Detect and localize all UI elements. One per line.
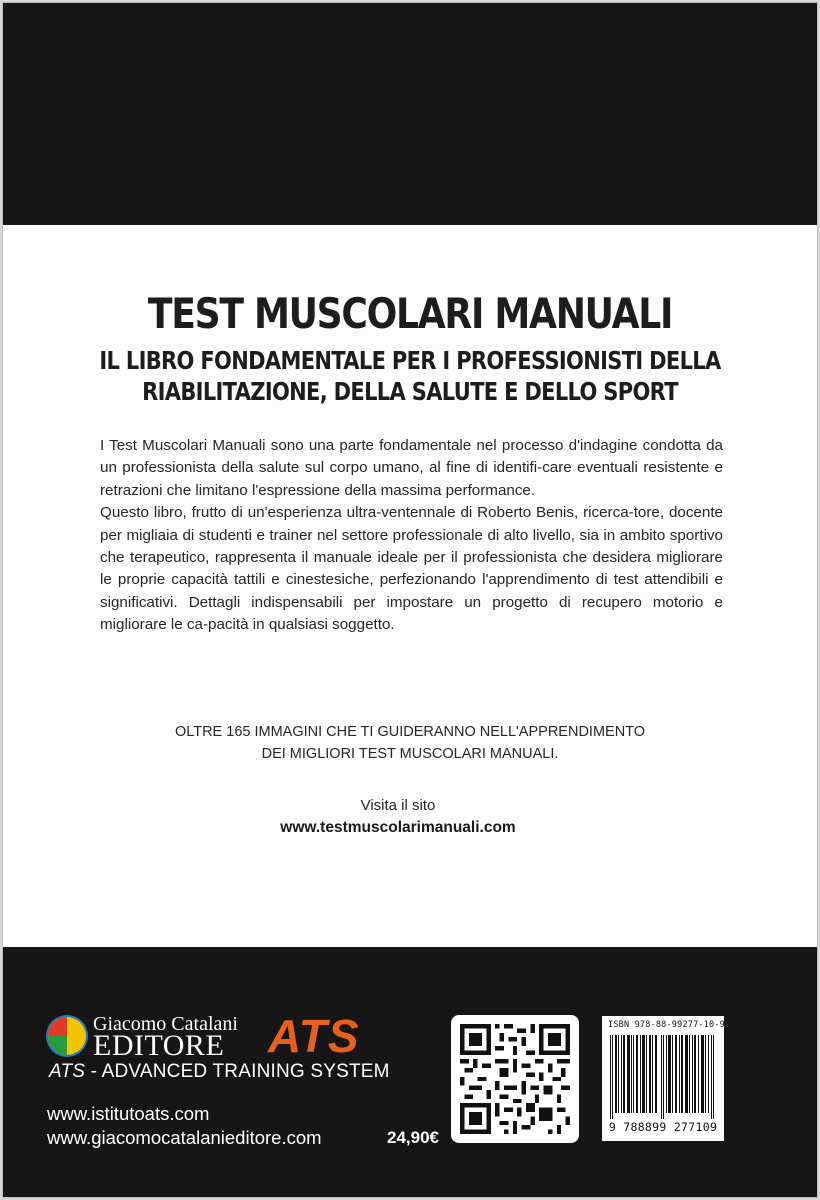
callout-line: DEI MIGLIORI TEST MUSCOLARI MANUALI. [261, 746, 559, 762]
price-label: 24,90€ [387, 1128, 439, 1147]
barcode-icon [610, 1035, 716, 1119]
ats-tagline [49, 1061, 390, 1083]
book-back-cover [3, 3, 817, 1197]
site-url-link[interactable]: www.testmuscolarimanuali.com [280, 819, 516, 836]
website-publisher-link[interactable]: www.giacomocatalanieditore.com [47, 1127, 322, 1148]
ats-abbr: ATS [49, 1061, 86, 1082]
ats-full-name: - ADVANCED TRAINING SYSTEM [85, 1061, 390, 1082]
subtitle-line: IL LIBRO FONDAMENTALE PER I PROFESSIONISTI DELLA [99, 346, 721, 375]
top-dark-band [3, 3, 817, 225]
qr-code [451, 1015, 579, 1143]
website-ats-link[interactable]: www.istitutoats.com [47, 1103, 210, 1124]
visit-label: Visita il sito [360, 797, 436, 814]
barcode-digits: 9 788899 277109 [608, 1120, 718, 1134]
images-callout [3, 721, 817, 765]
description-paragraph: I Test Muscolari Manuali sono una parte fondamentale nel processo d'indagine condotta da un professionista della salute sul corpo umano, al fine di identifi-care eventuali resistente e retrazioni che limitano l'espressione della massima performance. [100, 437, 723, 499]
publisher-editore: EDITORE [93, 1029, 225, 1062]
book-subtitle [68, 345, 752, 407]
qr-code-icon [460, 1024, 570, 1134]
catalani-logo-icon [45, 1014, 89, 1058]
book-title: TEST MUSCOLARI MANUALI [147, 289, 673, 338]
description-text [100, 435, 723, 637]
subtitle-line: RIABILITAZIONE, DELLA SALUTE E DELLO SPORT [142, 377, 678, 406]
description-paragraph: Questo libro, frutto di un'esperienza ultra-ventennale di Roberto Benis, ricerca-tore, docente per migliaia di studenti e trainer nel settore professionale di alto livello, sia in ambito sportivo che terapeutico, rappresenta il manuale ideale per il professionista che desidera migliorare le proprie capacità tattili e cinestesiche, perfezionando l'apprendimento di test attendibili e significativi. Dettagli indispensabili per impostare un progetto di recupero motorio e migliorare le ca-pacità in qualsiasi soggetto. [100, 504, 723, 634]
ats-logo: ATS [268, 1010, 360, 1062]
callout-line: OLTRE 165 IMMAGINI CHE TI GUIDERANNO NELL'APPRENDIMENTO [174, 724, 646, 740]
publisher-name: Giacomo Catalani [93, 1013, 238, 1035]
visit-site [3, 795, 793, 839]
isbn-barcode [602, 1016, 724, 1141]
isbn-label: ISBN 978-88-99277-10-9 [608, 1020, 725, 1030]
